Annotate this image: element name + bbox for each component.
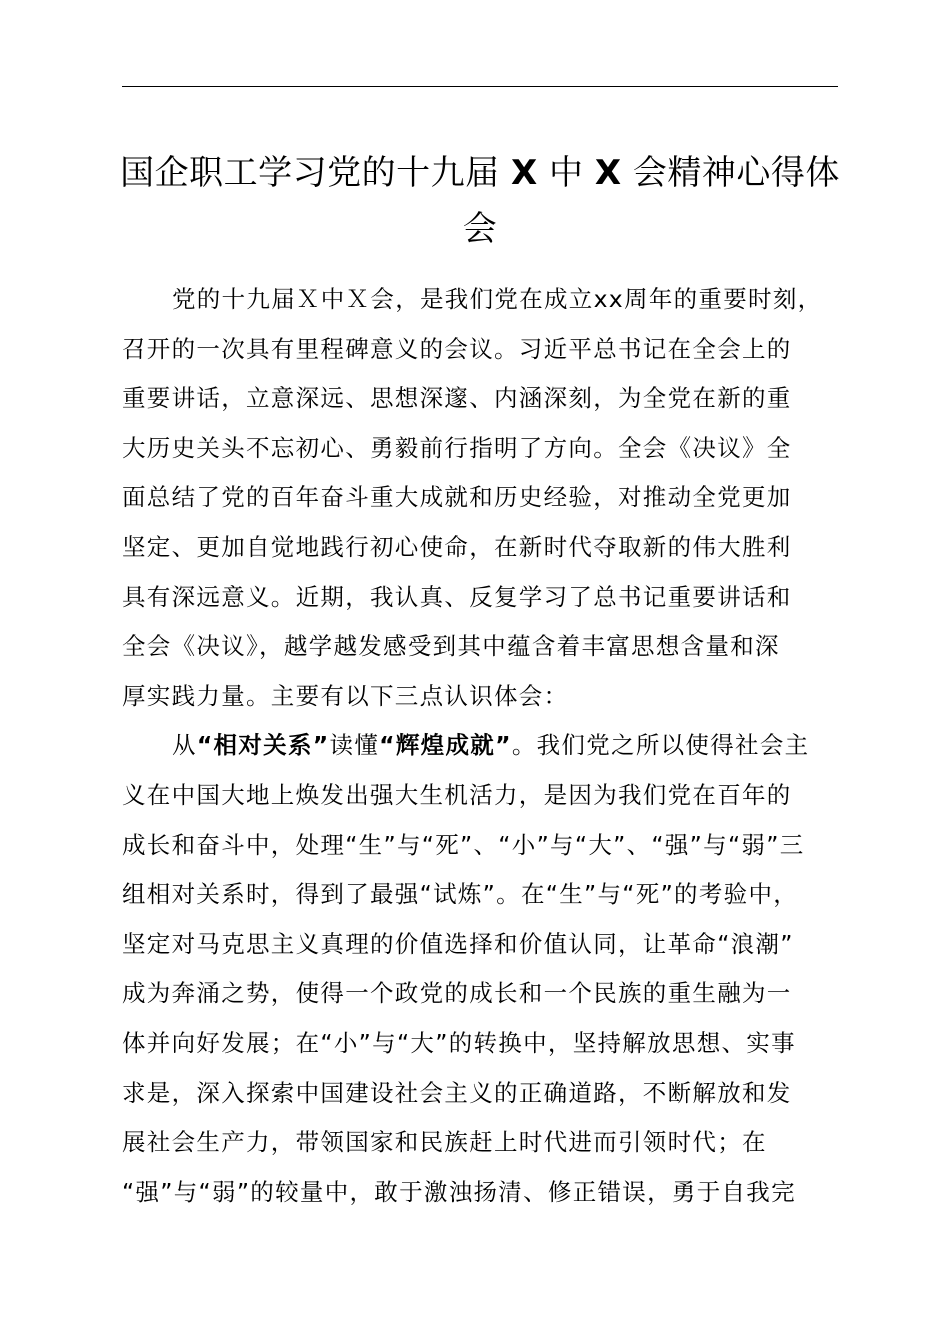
paragraph-1-line: 具有深远意义。近期，我认真、反复学习了总书记重要讲话和 (122, 582, 792, 611)
document-body (122, 275, 842, 1217)
paragraph-1-line: 大历史关头不忘初心、勇毅前行指明了方向。全会《决议》全 (122, 433, 792, 462)
title-prefix: 国企职工学习党的十九届 (120, 153, 500, 193)
paragraph-1-line: 面总结了党的百年奋斗重大成就和历史经验，对推动全党更加 (122, 483, 792, 512)
paragraph-2-line: 成长和奋斗中，处理“生”与“死”、“小”与“大”、“强”与“弱”三 (122, 830, 805, 859)
paragraph-2-line: 坚定对马克思主义真理的价值选择和价值认同，让革命“浪潮” (122, 929, 794, 958)
paragraph-2-line: 展社会生产力，带领国家和民族赶上时代进而引领时代；在 (122, 1128, 767, 1157)
paragraph-2-emphasis: “相对关系” (196, 731, 330, 760)
paragraph-1-line: 全会《决议》，越学越发感受到其中蕴含着丰富思想含量和深 (122, 632, 780, 661)
document-title (110, 145, 850, 257)
title-x-2: X (594, 153, 622, 193)
title-suffix: 会精神心得体 (632, 153, 840, 193)
title-line-2: 会 (462, 209, 498, 249)
paragraph-1-line: 党的十九届Ｘ中Ｘ会，是我们党在成立xx周年的重要时刻， (172, 285, 823, 313)
title-mid: 中 (549, 153, 584, 193)
title-line-1 (110, 145, 850, 201)
paragraph-2-first-line (122, 721, 842, 771)
paragraph-2-line: “强”与“弱”的较量中，敢于激浊扬清、修正错误，勇于自我完 (122, 1177, 796, 1206)
paragraph-1-line: 召开的一次具有里程碑意义的会议。习近平总书记在全会上的 (122, 334, 792, 363)
paragraph-2-line: 义在中国大地上焕发出强大生机活力，是因为我们党在百年的 (122, 780, 792, 809)
paragraph-2-line: 求是，深入探索中国建设社会主义的正确道路，不断解放和发 (122, 1078, 792, 1107)
header-rule (122, 86, 838, 87)
paragraph-2-line: 体并向好发展；在“小”与“大”的转换中，坚持解放思想、实事 (122, 1028, 796, 1057)
paragraph-2-text: 从 (172, 731, 197, 760)
paragraph-2-line: 成为奔涌之势，使得一个政党的成长和一个民族的重生融为一 (122, 979, 792, 1008)
paragraph-1-line: 重要讲话，立意深远、思想深邃、内涵深刻，为全党在新的重 (122, 384, 792, 413)
paragraph-2-text: 。我们党之所以使得社会主 (511, 731, 810, 760)
title-x-1: X (510, 153, 538, 193)
paragraph-1-line: 坚定、更加自觉地践行初心使命，在新时代夺取新的伟大胜利 (122, 532, 792, 561)
paragraph-2-emphasis: “辉煌成就” (379, 731, 512, 760)
paragraph-2-line: 组相对关系时，得到了最强“试炼”。在“生”与“死”的考验中， (122, 880, 799, 909)
paragraph-2-text: 读懂 (329, 731, 380, 760)
paragraph-1-line: 厚实践力量。主要有以下三点认识体会： (122, 681, 569, 710)
